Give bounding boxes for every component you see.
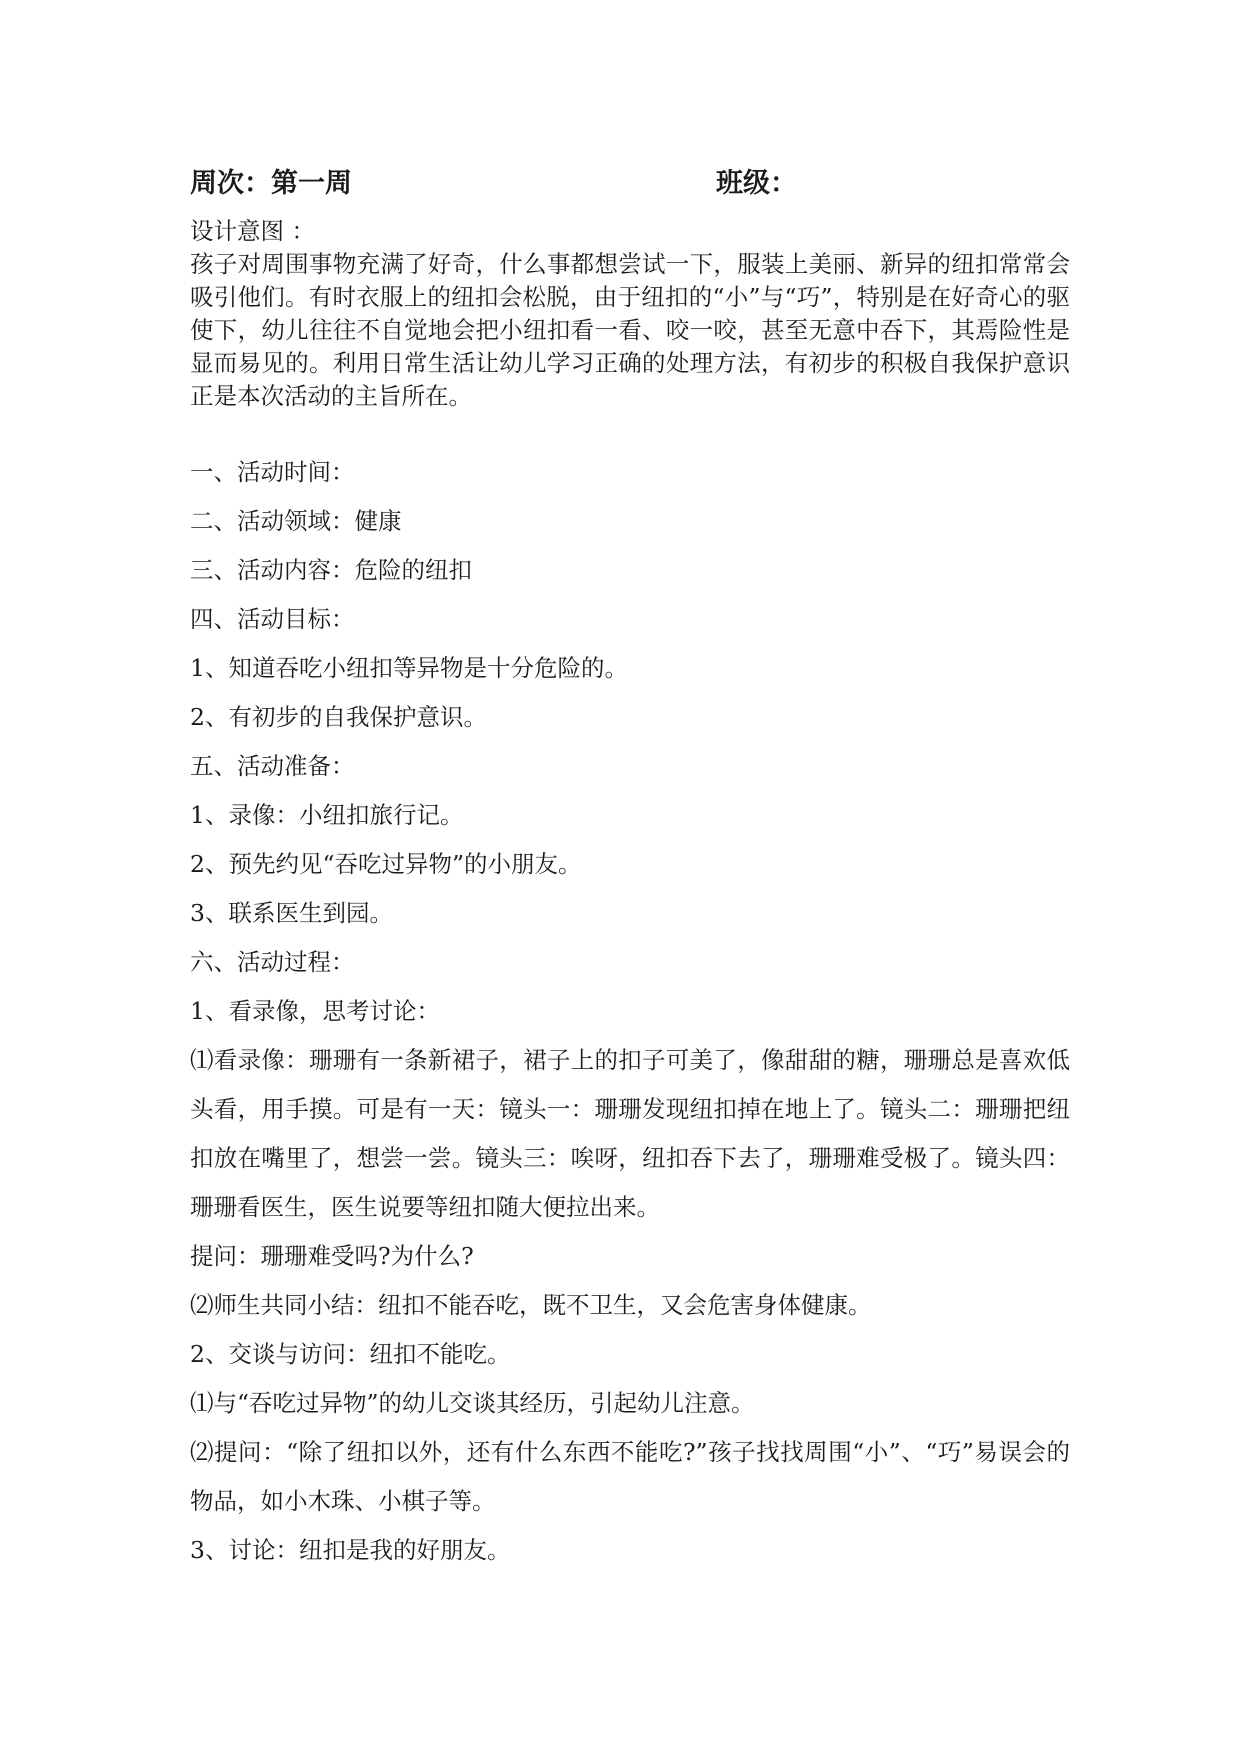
plan-line: 三、活动内容：危险的纽扣	[190, 556, 472, 584]
plan-line: 3、联系医生到园。	[190, 899, 393, 927]
plan-line: 四、活动目标：	[190, 605, 355, 633]
plan-line: 五、活动准备：	[190, 752, 355, 780]
plan-line: ⑴与“吞吃过异物”的幼儿交谈其经历，引起幼儿注意。	[190, 1389, 755, 1417]
design-intent-label: 设计意图 ：	[190, 217, 315, 245]
plan-line: 六、活动过程：	[190, 948, 355, 976]
plan-line: 3、讨论：纽扣是我的好朋友。	[190, 1536, 511, 1564]
week-label: 周次：第一周	[190, 168, 352, 199]
design-intent-paragraph: 孩子对周围事物充满了好奇，什么事都想尝试一下，服装上美丽、新异的纽扣常常会吸引他们。有时衣服上的纽扣会松脱，由于纽扣的“小”与“巧”，特别是在好奇心的驱使下，幼儿往往不自觉地会把小纽扣看一看、咬一咬，甚至无意中吞下，其焉险性是显而易见的。利用日常生活让幼儿学习正确的处理方法，有初步的积极自我保护意识正是本次活动的主旨所在。	[190, 250, 1070, 410]
plan-line: ⑴看录像：珊珊有一条新裙子，裙子上的扣子可美了，像甜甜的糖，珊珊总是喜欢低头看，用手摸。可是有一天：镜头一：珊珊发现纽扣掉在地上了。镜头二：珊珊把纽扣放在嘴里了，想尝一尝。镜头三：唉呀，纽扣吞下去了，珊珊难受极了。镜头四：珊珊看医生，医生说要等纽扣随大便拉出来。	[190, 1046, 1070, 1221]
plan-line: 2、有初步的自我保护意识。	[190, 703, 487, 731]
plan-line: ⑵提问：“除了纽扣以外，还有什么东西不能吃?”孩子找找周围“小”、“巧”易误会的物品，如小木珠、小棋子等。	[190, 1438, 1070, 1515]
plan-line: 1、知道吞吃小纽扣等异物是十分危险的。	[190, 654, 628, 682]
document-header	[190, 162, 1090, 206]
plan-line: 提问：珊珊难受吗?为什么?	[190, 1242, 474, 1270]
plan-line: 2、预先约见“吞吃过异物”的小朋友。	[190, 850, 582, 878]
activity-plan	[190, 448, 1070, 1575]
plan-line: 二、活动领域：健康	[190, 507, 402, 535]
design-intent-section	[190, 215, 1070, 413]
plan-line: ⑵师生共同小结：纽扣不能吞吃，既不卫生，又会危害身体健康。	[190, 1291, 872, 1319]
plan-line: 1、看录像，思考讨论：	[190, 997, 440, 1025]
class-label: 班级：	[716, 168, 797, 199]
plan-line: 2、交谈与访问：纽扣不能吃。	[190, 1340, 511, 1368]
plan-line: 一、活动时间：	[190, 458, 355, 486]
plan-line: 1、录像：小纽扣旅行记。	[190, 801, 464, 829]
